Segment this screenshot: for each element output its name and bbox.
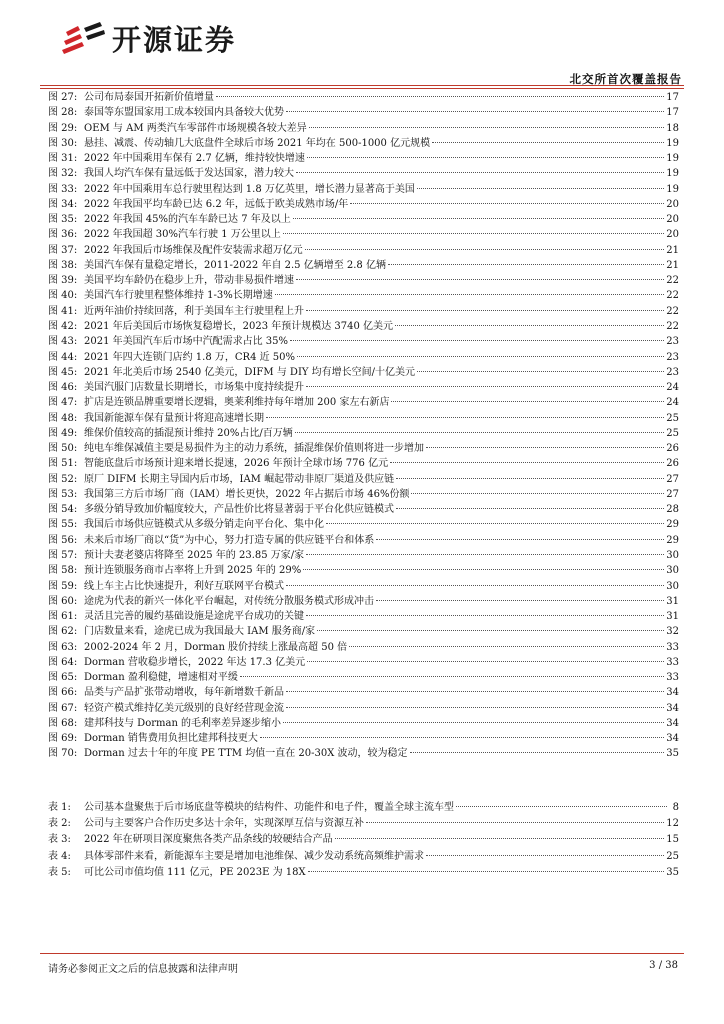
toc-table-entry-label: 表 1: [48,802,71,813]
toc-figure-entry[interactable] [48,105,679,120]
toc-figure-entry[interactable] [48,502,679,517]
toc-figure-entry-page: 27 [666,473,679,485]
toc-figure-entry-page: 31 [666,611,679,623]
dot-leader [216,96,664,97]
toc-figure-entry-page: 28 [666,504,679,516]
toc-table-entry-title: 可比公司市值均值 111 亿元，PE 2023E 为 18X [84,866,306,878]
toc-figure-entry-title: 美国汽车保有量稳定增长，2011-2022 年自 2.5 亿辆增至 2.8 亿辆 [84,259,386,271]
toc-figure-entry-title: Dorman 销售费用负担比建邦科技更大 [84,733,258,745]
toc-figure-entry-page: 17 [666,92,679,103]
toc-figure-entry-title: 2022 年我国 45%的汽车车龄已达 7 年及以上 [84,214,291,226]
toc-figure-entry-page: 22 [666,275,679,287]
toc-figure-entry-page: 29 [666,519,679,531]
dot-leader [395,325,664,326]
toc-figure-entry-title: 2022 年中国乘用车保有 2.7 亿辆，维持较快增速 [84,153,305,165]
toc-figure-entry[interactable] [48,472,679,487]
toc-figure-entry-title: 2002-2024 年 2 月，Dorman 股价持续上涨最高超 50 倍 [84,641,348,653]
toc-figure-entry-title: 纯电车维保减值主要是易损件为主的动力系统，插混维保价值则将进一步增加 [84,443,424,455]
toc-figure-entry[interactable] [48,533,679,548]
toc-figure-entry-label: 图 67: [48,702,78,714]
dot-leader [417,188,664,189]
toc-figure-entry-page: 19 [666,183,679,195]
toc-figure-entry-label: 图 35: [48,214,78,226]
toc-figure-entry-page: 22 [666,290,679,302]
toc-figure-entry-page: 30 [666,565,679,577]
dot-leader [391,401,664,402]
toc-figure-entry-label: 图 50: [48,443,78,455]
toc-figure-entry[interactable] [48,426,679,441]
toc-figure-entry-title: 近两年油价持续回落，利于美国车主行驶里程上升 [84,305,304,317]
logo-text: 开源证券 [112,22,237,57]
toc-figure-entry-page: 33 [666,672,679,684]
toc-figure-entry[interactable] [48,319,679,334]
dot-leader [240,676,664,677]
toc-figure-entry-label: 图 54: [48,504,78,516]
toc-table-entry[interactable] [48,800,679,816]
dot-leader [307,661,664,662]
dot-leader [297,356,664,357]
dot-leader [296,172,664,173]
header-divider [40,85,684,86]
toc-figure-entry-title: 灵活且完善的履约基础设施是途虎平台成功的关键 [84,611,304,623]
dot-leader [326,523,664,524]
toc-figure-entry[interactable] [48,380,679,395]
toc-figure-entry-label: 图 45: [48,366,78,378]
toc-figure-entry-label: 图 40: [48,290,78,302]
toc-figure-entry-label: 图 29: [48,122,78,134]
toc-figure-entry-title: 维保价值较高的插混预计维持 20%占比/百万辆 [84,427,293,439]
toc-figure-entry[interactable] [48,579,679,594]
toc-figure-entry-label: 图 49: [48,427,78,439]
toc-figure-entry-label: 图 64: [48,656,78,668]
toc-figure-entry-title: 公司布局泰国开拓新价值增量 [84,92,214,103]
toc-figure-entry-label: 图 42: [48,320,78,332]
toc-figure-entry-title: Dorman 过去十年的年度 PE TTM 均值一直在 20-30X 波动，较为稳定 [84,748,408,760]
toc-figure-entry[interactable] [48,441,679,456]
toc-table-entry-title: 具体零部件来看，新能源车主要是增加电池维保、减少发动系统高频维护需求 [84,850,424,862]
toc-figure-entry-page: 24 [666,382,679,394]
toc-figure-entry-page: 23 [666,336,679,348]
toc-figure-entry-title: OEM 与 AM 两类汽车零部件市场规模各较大差异 [84,122,307,134]
dot-leader [286,691,664,692]
toc-figure-entry-label: 图 66: [48,687,78,699]
toc-figure-entry-title: Dorman 盈利稳健，增速相对平缓 [84,672,238,684]
dot-leader [376,600,664,601]
toc-figure-entry[interactable] [48,746,679,761]
toc-figure-entry-page: 27 [666,488,679,500]
toc-figure-entry-title: 美国平均车龄仍在稳步上升，带动非易损件增速 [84,275,294,287]
toc-figure-entry-label: 图 58: [48,565,78,577]
toc-table-entry-page: 8 [672,802,679,813]
toc-figure-entry-page: 29 [666,534,679,546]
dot-leader [426,447,664,448]
dot-leader [293,218,665,219]
toc-figure-entry-label: 图 37: [48,244,78,256]
brand-logo [60,20,236,60]
toc-figure-entry-label: 图 62: [48,626,78,638]
dot-leader [390,462,664,463]
toc-figure-entry-title: 2021 年北美后市场 2540 亿美元，DIFM 与 DIY 均有增长空间/十亿美元 [84,366,416,378]
dot-leader [396,508,664,509]
toc-figure-entry-label: 图 47: [48,397,78,409]
toc-figure-entry[interactable] [48,90,679,105]
toc-figure-entry-title: 美国汽车行驶里程整体维持 1-3%长期增速 [84,290,273,302]
dot-leader [286,707,664,708]
toc-table-entry-page: 15 [666,834,679,846]
toc-figure-entry-label: 图 61: [48,611,78,623]
dot-leader [456,806,667,807]
toc-figure-entry-page: 34 [666,702,679,714]
toc-figure-entry-title: 建邦科技与 Dorman 的毛利率差异逐步缩小 [84,717,282,729]
toc-table-entry-label: 表 4: [48,850,71,862]
toc-figure-entry-title: 原厂 DIFM 长期主导国内后市场，IAM 崛起带动非原厂渠道及供应链 [84,473,395,485]
toc-figure-entry-label: 图 68: [48,717,78,729]
toc-figure-entry[interactable] [48,594,679,609]
toc-figure-entry-page: 19 [666,137,679,149]
toc-figure-entry[interactable] [48,411,679,426]
toc-figure-entry[interactable] [48,365,679,380]
dot-leader [426,855,664,856]
toc-figure-entry-page: 25 [666,427,679,439]
toc-figure-entry[interactable] [48,548,679,563]
toc-figure-entry[interactable] [48,212,679,227]
toc-figure-entry-label: 图 69: [48,733,78,745]
toc-figure-entry[interactable] [48,182,679,197]
toc-figure-entry[interactable] [48,334,679,349]
toc-figure-entry-label: 图 52: [48,473,78,485]
toc-table-entry-page: 35 [666,866,679,878]
toc-figure-entry-page: 26 [666,443,679,455]
toc-figure-entry[interactable] [48,273,679,288]
toc-figure-entry-title: 途虎为代表的新兴一体化平台崛起，对传统分散服务模式形成冲击 [84,595,374,607]
toc-figure-entry-page: 19 [666,168,679,180]
toc-figure-entry-title: 悬挂、减震、传动轴几大底盘件全球后市场 2021 年均在 500-1000 亿元规模 [84,137,431,149]
toc-figure-entry[interactable] [48,655,679,670]
dot-leader [376,539,664,540]
toc-figure-entry-title: 2022 年我国超 30%汽车行驶 1 万公里以上 [84,229,281,241]
toc-figure-entry-title: 预计夫妻老婆店将降至 2025 年的 23.85 万家/家 [84,549,305,561]
dot-leader [306,386,664,387]
toc-figure-entry-page: 26 [666,458,679,470]
toc-figure-entry[interactable] [48,136,679,151]
dot-leader [296,279,664,280]
toc-figure-entry[interactable] [48,624,679,639]
toc-figure-entry-title: 预计连锁服务商市占率将上升到 2025 年的 29% [84,565,302,577]
toc-figure-entry-label: 图 65: [48,672,78,684]
toc-figure-entry[interactable] [48,197,679,212]
toc-figure-entry-page: 19 [666,153,679,165]
dot-leader [366,822,664,823]
toc-figure-entry-label: 图 60: [48,595,78,607]
dot-leader [283,233,665,234]
toc-figure-entry-page: 23 [666,351,679,363]
footer-disclaimer: 请务必参阅正文之后的信息披露和法律声明 [48,964,238,975]
toc-figure-entry-title: 美国汽服门店数量长期增长，市场集中度持续提升 [84,382,304,394]
dot-leader [306,615,664,616]
toc-figure-entry-page: 21 [666,244,679,256]
toc-figure-entry[interactable] [48,609,679,624]
toc-figure-entry-label: 图 32: [48,168,78,180]
toc-figure-entry-page: 23 [666,366,679,378]
toc-figure-entry-page: 20 [666,214,679,226]
toc-figure-entry-label: 图 48: [48,412,78,424]
dot-leader [305,249,665,250]
toc-figure-entry-title: 我国后市场供应链模式从多级分销走向平台化、集中化 [84,519,324,531]
toc-figure-entry-page: 30 [666,549,679,561]
toc-table-entry[interactable] [48,849,679,865]
footer-divider [40,953,684,954]
report-title: 北交所首次覆盖报告 [569,72,682,86]
toc-table-entry-title: 2022 年在研项目深度聚焦各类产品条线的较硬结合产品 [84,834,333,846]
toc-figure-entry-label: 图 44: [48,351,78,363]
toc-figure-entry-title: 轻资产模式维持亿美元级别的良好经营现金流 [84,702,284,714]
dot-leader [283,722,664,723]
toc-figure-entry-label: 图 53: [48,488,78,500]
toc-figure-entry-label: 图 57: [48,549,78,561]
toc-figure-entry-title: 2021 年美国汽车后市场中汽配需求占比 35% [84,336,289,348]
toc-figure-entry-page: 18 [666,122,679,134]
dot-leader [388,264,664,265]
toc-figure-entry-page: 20 [666,198,679,210]
toc-figure-entry-page: 17 [666,107,679,119]
toc-figure-entry[interactable] [48,288,679,303]
toc-figure-entry-label: 图 31: [48,153,78,165]
toc-figure-entry-page: 20 [666,229,679,241]
dot-leader [303,569,664,570]
toc-figure-entry[interactable] [48,701,679,716]
toc-figure-entry-title: 门店数量来看，途虎已成为我国最大 IAM 服务商/家 [84,626,316,638]
toc-figure-entry-label: 图 63: [48,641,78,653]
toc-figure-entry-page: 24 [666,397,679,409]
toc-figure-entry-label: 图 59: [48,580,78,592]
figure-list [48,90,679,762]
toc-figure-entry-page: 25 [666,412,679,424]
toc-figure-entry[interactable] [48,121,679,136]
toc-figure-entry-title: 我国第三方后市场厂商（IAM）增长更快，2022 年占据后市场 46%份额 [84,488,410,500]
header-divider-thin [40,88,684,89]
toc-figure-entry[interactable] [48,395,679,410]
toc-figure-entry-title: 品类与产品扩张带动增收，每年新增数千新品 [84,687,284,699]
toc-figure-entry-page: 22 [666,305,679,317]
dot-leader [335,838,665,839]
toc-figure-entry-page: 34 [666,687,679,699]
toc-figure-entry[interactable] [48,670,679,685]
toc-table-entry-label: 表 2: [48,818,71,830]
toc-figure-entry-title: 2022 年我国后市场维保及配件安装需求超万亿元 [84,244,303,256]
dot-leader [308,871,665,872]
toc-figure-entry-label: 图 33: [48,183,78,195]
toc-figure-entry-label: 图 56: [48,534,78,546]
dot-leader [286,111,664,112]
dot-leader [349,646,664,647]
dot-leader [295,432,664,433]
toc-figure-entry[interactable] [48,487,679,502]
toc-figure-entry-label: 图 43: [48,336,78,348]
toc-figure-entry-label: 图 38: [48,259,78,271]
toc-figure-entry-title: 多级分销导致加价幅度较大，产品性价比将显著弱于平台化供应链模式 [84,504,394,516]
dot-leader [410,752,665,753]
toc-figure-entry-title: 扩店是连锁品牌重要增长逻辑，奥莱利维持每年增加 200 家左右新店 [84,397,390,409]
toc-figure-entry-page: 34 [666,733,679,745]
toc-figure-entry-title: 2021 年四大连锁门店约 1.8 万，CR4 近 50% [84,351,296,363]
toc-table-entry-page: 12 [666,818,679,830]
toc-figure-entry-page: 32 [666,626,679,638]
dot-leader [306,554,664,555]
dot-leader [309,127,665,128]
toc-figure-entry-label: 图 34: [48,198,78,210]
toc-figure-entry[interactable] [48,151,679,166]
toc-figure-entry[interactable] [48,456,679,471]
toc-figure-entry[interactable] [48,227,679,242]
toc-figure-entry-title: Dorman 营收稳步增长，2022 年达 17.3 亿美元 [84,656,306,668]
dot-leader [306,310,664,311]
toc-figure-entry-title: 泰国等东盟国家用工成本较国内具备较大优势 [84,107,284,119]
toc-figure-entry[interactable] [48,243,679,258]
toc-figure-entry-title: 2022 年中国乘用车总行驶里程达到 1.8 万亿英里，增长潜力显著高于美国 [84,183,415,195]
dot-leader [417,371,664,372]
toc-figure-entry[interactable] [48,517,679,532]
toc-figure-entry[interactable] [48,350,679,365]
toc-figure-entry-label: 图 30: [48,137,78,149]
dot-leader [266,417,664,418]
toc-table-entry-label: 表 5: [48,866,71,878]
toc-table-entry-title: 公司与主要客户合作历史多达十余年，实现深厚互信与资源互补 [84,818,364,830]
toc-table-entry-page: 25 [666,850,679,862]
toc-figure-entry-title: 未来后市场厂商以“货”为中心，努力打造专属的供应链平台和体系 [84,534,375,546]
toc-figure-entry-label: 图 41: [48,305,78,317]
toc-figure-entry-page: 33 [666,656,679,668]
dot-leader [350,203,664,204]
toc-figure-entry-title: 线上车主占比快速提升，利好互联网平台模式 [84,580,284,592]
toc-figure-entry-page: 34 [666,717,679,729]
toc-figure-entry-label: 图 55: [48,519,78,531]
toc-figure-entry[interactable] [48,716,679,731]
logo-mark-icon [60,20,106,60]
toc-figure-entry-label: 图 46: [48,382,78,394]
toc-table-entry[interactable] [48,832,679,848]
toc-figure-entry-title: 我国人均汽车保有量远低于发达国家，潜力较大 [84,168,294,180]
toc-figure-entry-page: 21 [666,259,679,271]
dot-leader [275,294,664,295]
toc-figure-entry[interactable] [48,304,679,319]
toc-figure-entry-title: 2022 年我国平均车龄已达 6.2 年，远低于欧美成熟市场/年 [84,198,349,210]
dot-leader [307,157,664,158]
toc-figure-entry-title: 2021 年后美国后市场恢复稳增长，2023 年预计规模达 3740 亿美元 [84,320,394,332]
toc-figure-entry-page: 35 [666,748,679,760]
toc-figure-entry[interactable] [48,640,679,655]
toc-figure-entry[interactable] [48,731,679,746]
toc-figure-entry-page: 30 [666,580,679,592]
toc-table-entry[interactable] [48,865,679,881]
toc-figure-entry[interactable] [48,685,679,700]
dot-leader [396,478,664,479]
toc-table-entry[interactable] [48,816,679,832]
table-list [48,800,679,881]
page-number: 3 / 38 [649,960,678,971]
toc-figure-entry-page: 31 [666,595,679,607]
toc-figure-entry[interactable] [48,563,679,578]
dot-leader [432,142,664,143]
toc-figure-entry-label: 图 27: [48,92,78,103]
toc-figure-entry-label: 图 28: [48,107,78,119]
toc-table-entry-label: 表 3: [48,834,71,846]
toc-figure-entry-page: 33 [666,641,679,653]
dot-leader [290,340,664,341]
toc-figure-entry-label: 图 51: [48,458,78,470]
toc-table-entry-title: 公司基本盘聚焦于后市场底盘等模块的结构件、功能件和电子件，覆盖全球主流车型 [84,802,454,813]
toc-figure-entry[interactable] [48,166,679,181]
toc-figure-entry-label: 图 70: [48,748,78,760]
toc-figure-entry-label: 图 39: [48,275,78,287]
dot-leader [411,493,664,494]
dot-leader [286,585,664,586]
toc-figure-entry-title: 智能底盘后市场预计迎来增长提速，2026 年预计全球市场 776 亿元 [84,458,389,470]
toc-figure-entry-title: 我国新能源车保有量预计将迎高速增长期 [84,412,264,424]
toc-figure-entry[interactable] [48,258,679,273]
toc-figure-entry-label: 图 36: [48,229,78,241]
toc-figure-entry-page: 22 [666,320,679,332]
dot-leader [317,630,664,631]
dot-leader [260,737,664,738]
